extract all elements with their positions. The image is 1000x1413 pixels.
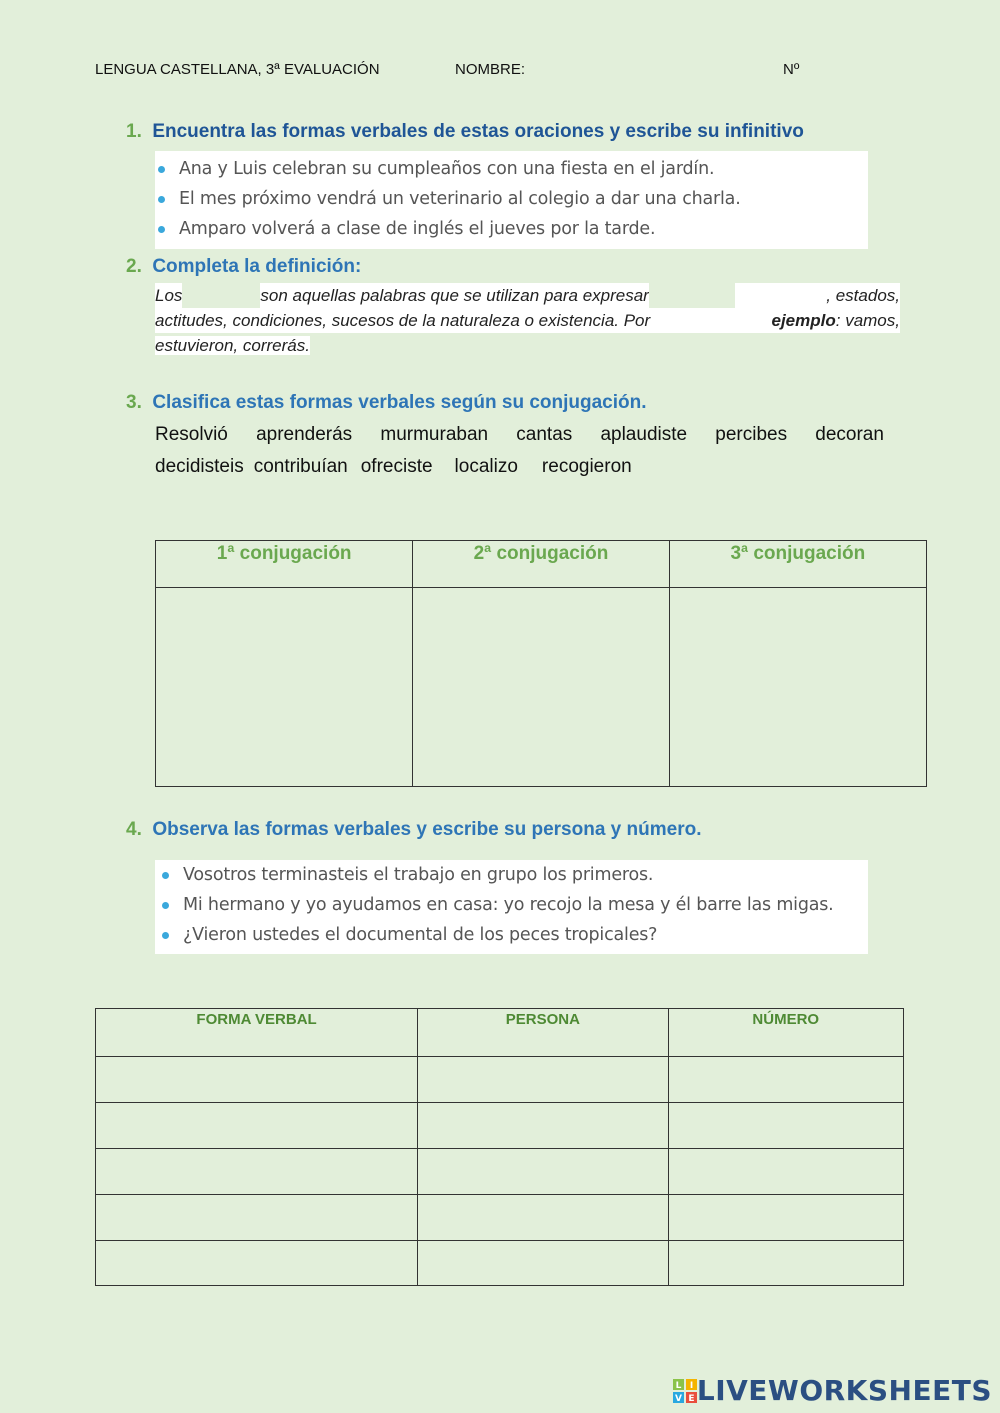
table-row (96, 1241, 904, 1286)
table-row (96, 1195, 904, 1241)
verb-word: decoran (815, 424, 884, 445)
question-1-heading (126, 121, 804, 143)
verb-list (155, 419, 884, 483)
question-title: Completa la definición: (152, 256, 362, 277)
table-header: PERSONA (418, 1009, 668, 1057)
answer-cell[interactable] (418, 1149, 668, 1195)
bullet-icon (158, 166, 165, 173)
answer-cell[interactable] (96, 1103, 418, 1149)
bullet-icon (158, 226, 165, 233)
answer-cell[interactable] (668, 1195, 903, 1241)
question-1-sentences (155, 151, 868, 249)
answer-cell[interactable] (96, 1057, 418, 1103)
list-item: Ana y Luis celebran su cumpleaños con una fiesta en el jardín. (155, 154, 868, 184)
definition-line-3: estuvieron, correrás. (155, 336, 310, 355)
list-item: Mi hermano y yo ayudamos en casa: yo recojo la mesa y él barre las migas. (159, 890, 868, 920)
example-label: ejemplo (771, 311, 836, 330)
bullet-icon (162, 872, 169, 879)
verb-word: percibes (715, 424, 788, 445)
verb-word: aprenderás (256, 424, 353, 445)
question-number: 2. (126, 256, 142, 277)
logo-badge-icon (673, 1379, 697, 1403)
answer-cell[interactable] (669, 588, 926, 787)
question-2-heading (126, 256, 361, 278)
verb-word: localizo (454, 456, 518, 477)
bullet-icon (162, 902, 169, 909)
question-number: 1. (126, 121, 142, 142)
question-4-sentences (155, 860, 868, 954)
blank-2-field[interactable] (649, 283, 735, 308)
name-label: NOMBRE: (455, 61, 526, 78)
question-title: Observa las formas verbales y escribe su persona y número. (152, 819, 702, 840)
table-header: 1ª conjugación (156, 541, 413, 588)
person-number-table (95, 1008, 904, 1286)
verb-word: contribuían (253, 456, 348, 477)
question-title: Clasifica estas formas verbales según su conjugación. (152, 392, 647, 413)
svg-text:V: V (674, 1393, 682, 1403)
definition-line-2: actitudes, condiciones, sucesos de la naturaleza o existencia. Por ejemplo: vamos, (155, 308, 900, 333)
subject-header: LENGUA CASTELLANA, 3ª EVALUACIÓN (95, 61, 380, 78)
logo-text: LIVEWORKSHEETS (696, 1374, 992, 1407)
answer-cell[interactable] (418, 1195, 668, 1241)
verb-word: recogieron (541, 456, 632, 477)
definition-line-1: Los son aquellas palabras que se utilizan para expresar , estados, (155, 283, 900, 308)
answer-cell[interactable] (413, 588, 669, 787)
bullet-icon (158, 196, 165, 203)
verb-word: Resolvió (155, 424, 228, 445)
verb-word: ofreciste (360, 456, 433, 477)
list-item: Amparo volverá a clase de inglés el jueves por la tarde. (155, 214, 868, 244)
answer-cell[interactable] (668, 1057, 903, 1103)
answer-cell[interactable] (96, 1149, 418, 1195)
liveworksheets-logo (673, 1374, 992, 1407)
answer-cell[interactable] (418, 1103, 668, 1149)
blank-1-field[interactable] (182, 283, 260, 308)
table-row (96, 1057, 904, 1103)
svg-text:L: L (675, 1380, 682, 1391)
table-header: 2ª conjugación (413, 541, 669, 588)
verb-word: decidisteis (155, 456, 244, 477)
list-item: El mes próximo vendrá un veterinario al colegio a dar una charla. (155, 184, 868, 214)
question-3-heading (126, 392, 647, 414)
table-row (96, 1149, 904, 1195)
verb-word: cantas (516, 424, 573, 445)
list-item: Vosotros terminasteis el trabajo en grupo los primeros. (159, 860, 868, 890)
svg-text:I: I (689, 1380, 694, 1391)
table-header: NÚMERO (668, 1009, 903, 1057)
table-header: 3ª conjugación (669, 541, 926, 588)
verb-word: aplaudiste (600, 424, 688, 445)
answer-cell[interactable] (96, 1241, 418, 1286)
answer-cell[interactable] (668, 1103, 903, 1149)
question-number: 4. (126, 819, 142, 840)
question-title: Encuentra las formas verbales de estas oraciones y escribe su infinitivo (152, 121, 804, 142)
list-item: ¿Vieron ustedes el documental de los peces tropicales? (159, 920, 868, 950)
question-number: 3. (126, 392, 142, 413)
answer-cell[interactable] (96, 1195, 418, 1241)
verb-row-1 (155, 419, 884, 451)
verb-word: murmuraban (380, 424, 489, 445)
answer-cell[interactable] (418, 1241, 668, 1286)
conjugation-table (155, 540, 927, 787)
number-label: Nº (783, 61, 800, 78)
definition-text (155, 283, 900, 358)
verb-row-2 (155, 451, 884, 483)
answer-cell[interactable] (418, 1057, 668, 1103)
answer-cell[interactable] (156, 588, 413, 787)
table-row (96, 1103, 904, 1149)
answer-cell[interactable] (668, 1149, 903, 1195)
answer-cell[interactable] (668, 1241, 903, 1286)
bullet-icon (162, 932, 169, 939)
svg-text:E: E (688, 1393, 695, 1403)
table-header: FORMA VERBAL (96, 1009, 418, 1057)
question-4-heading (126, 819, 701, 841)
